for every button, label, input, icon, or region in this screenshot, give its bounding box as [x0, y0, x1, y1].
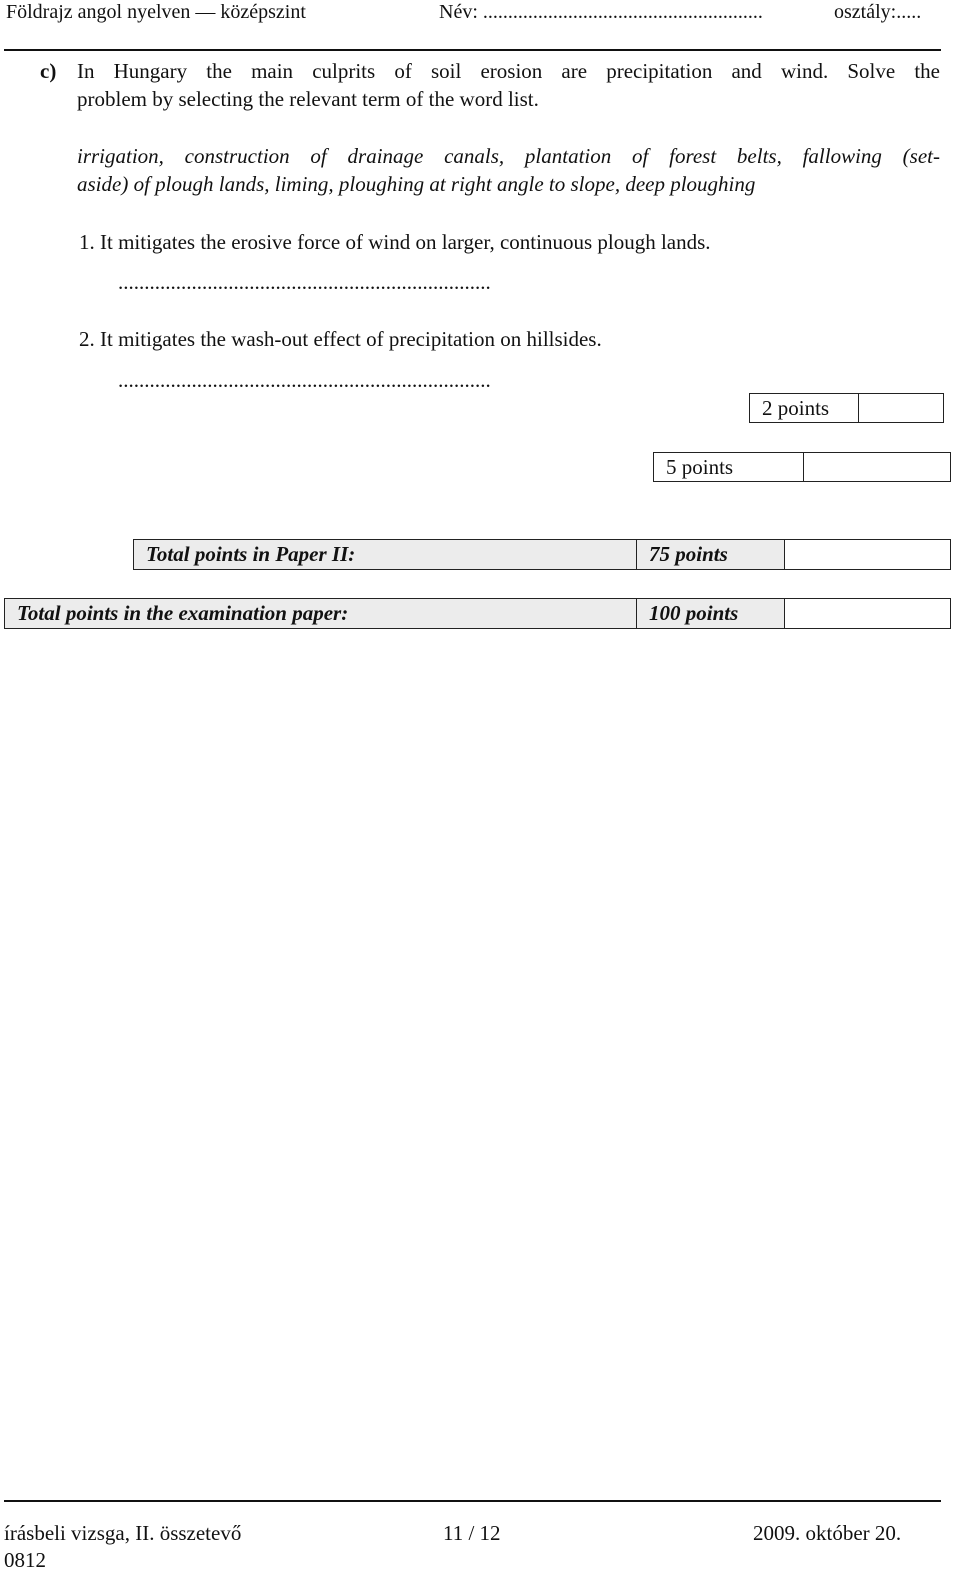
word-list-line-2: aside) of plough lands, liming, ploughing at right angle to slope, deep ploughing [77, 172, 756, 196]
header-subject: Földrajz angol nyelven — középszint [6, 1, 306, 23]
task-points-label: 5 points [666, 454, 734, 479]
task-instruction-line-2: problem by selecting the relevant term of the word list. [77, 87, 539, 111]
task-instruction-line-1: In Hungary the main culprits of soil erosion are precipitation and wind. Solve the [77, 59, 940, 83]
footer-exam-part: írásbeli vizsga, II. összetevő [4, 1521, 242, 1545]
header-name-field: Név: ........................................................ [439, 1, 763, 23]
exam-total-label: Total points in the examination paper: [17, 601, 349, 625]
paper-total-label: Total points in Paper II: [146, 542, 356, 566]
answer-line-1[interactable]: ....................................................................... [118, 270, 491, 294]
exam-total-box [4, 598, 951, 629]
question-2: 2. It mitigates the wash-out effect of precipitation on hillsides. [79, 327, 602, 351]
task-label: c) [40, 59, 57, 83]
footer-page-number: 11 / 12 [443, 1521, 501, 1545]
header-class-field: osztály:..... [834, 1, 922, 23]
exam-total-value: 100 points [636, 599, 784, 628]
exam-total-score-field[interactable] [784, 599, 950, 628]
footer-code: 0812 [4, 1548, 46, 1572]
header-divider [4, 49, 941, 51]
footer-divider [4, 1500, 941, 1502]
paper-total-box [133, 539, 951, 570]
subtask-score-field[interactable] [858, 394, 943, 422]
word-list-line-1: irrigation, construction of drainage canals, plantation of forest belts, fallowing (set- [77, 144, 940, 168]
paper-total-score-field[interactable] [784, 540, 950, 569]
task-score-box [653, 452, 951, 482]
footer-date: 2009. október 20. [753, 1521, 902, 1545]
subtask-score-box [749, 393, 944, 423]
question-1: 1. It mitigates the erosive force of wind on larger, continuous plough lands. [79, 230, 711, 254]
answer-line-2[interactable]: ....................................................................... [118, 368, 491, 392]
subtask-points-label: 2 points [762, 395, 830, 420]
task-score-field[interactable] [803, 453, 950, 481]
paper-total-value: 75 points [636, 540, 784, 569]
